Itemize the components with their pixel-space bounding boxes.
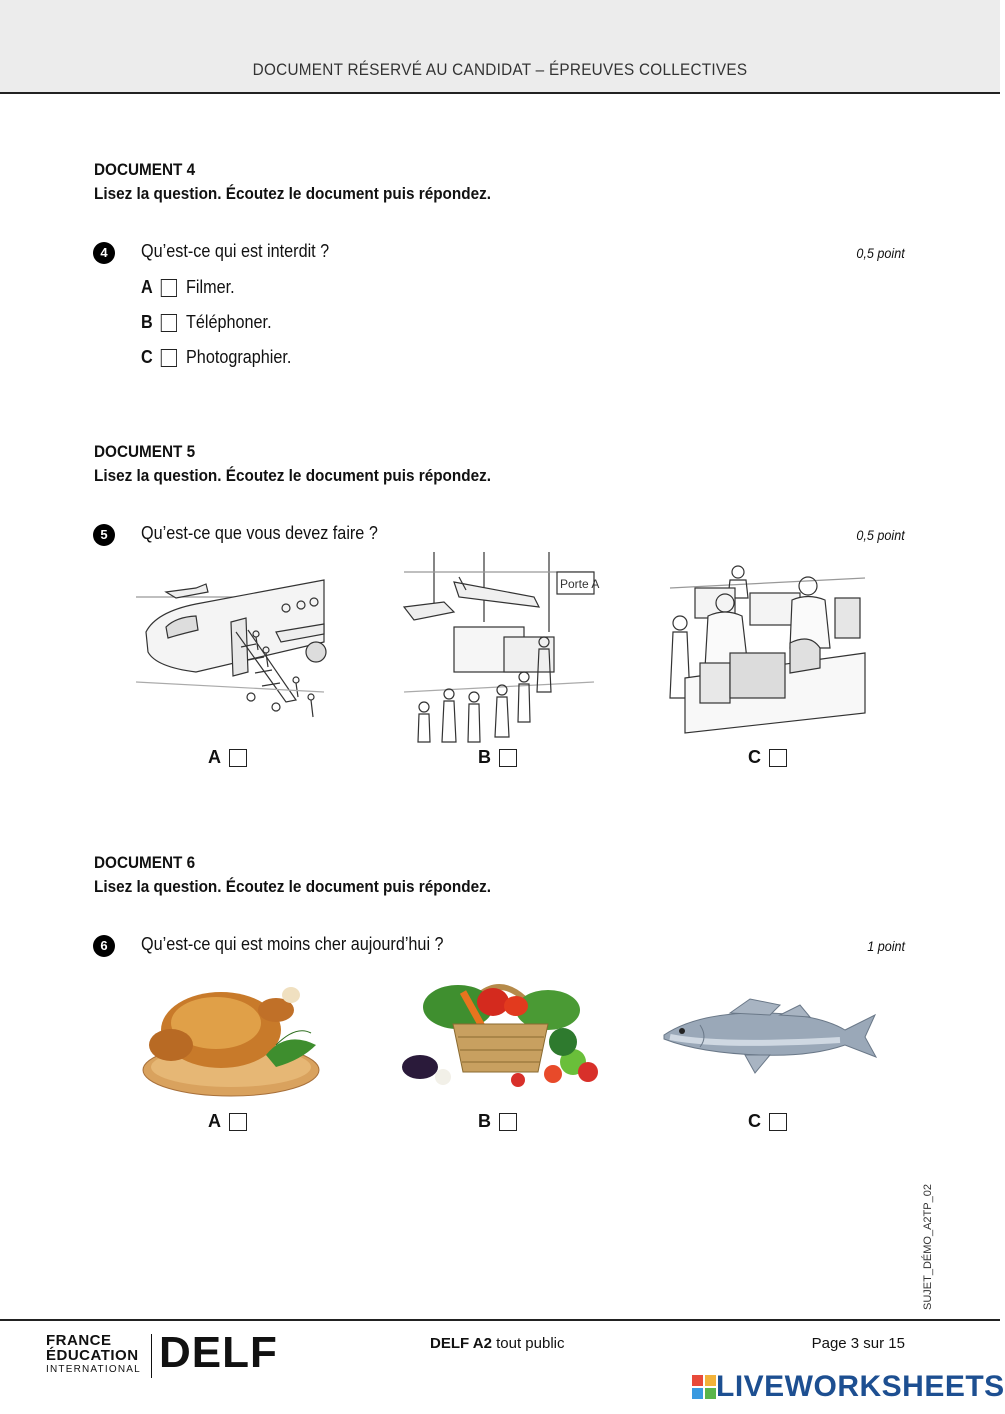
q6-choice-b-checkbox[interactable]	[499, 1113, 517, 1131]
q5-choice-a-checkbox[interactable]	[229, 749, 247, 767]
q5-choice-b-checkbox[interactable]	[499, 749, 517, 767]
doc4-title: DOCUMENT 4	[94, 160, 196, 179]
liveworksheets-text: LIVEWORKSHEETS	[716, 1370, 1005, 1403]
question-4-text: Qu’est-ce qui est interdit ?	[141, 241, 330, 261]
q6-choice-b-letter: B	[478, 1111, 491, 1131]
header-title: DOCUMENT RÉSERVÉ AU CANDIDAT – ÉPREUVES COLLECTIVES	[252, 60, 748, 79]
q4-option-b-text: Téléphoner.	[186, 312, 272, 332]
q4-option-c-letter: C	[141, 347, 153, 367]
question-4-points: 0,5 point	[856, 245, 905, 261]
question-number-5: 5	[93, 524, 115, 546]
doc6-title: DOCUMENT 6	[94, 853, 196, 872]
q4-option-c[interactable]	[141, 347, 291, 368]
q5-choice-a-letter: A	[208, 747, 221, 767]
q5-choice-c-letter: C	[748, 747, 761, 767]
exam-level-bold: DELF A2	[430, 1335, 492, 1352]
q5-choice-c[interactable]	[748, 747, 787, 768]
logo-separator	[151, 1334, 152, 1378]
doc5-instruction: Lisez la question. Écoutez le document puis répondez.	[94, 466, 492, 485]
q6-choice-c[interactable]	[748, 1111, 787, 1132]
logo-line-3: INTERNATIONAL	[46, 1364, 141, 1375]
question-5-points: 0,5 point	[856, 527, 905, 543]
doc4-instruction: Lisez la question. Écoutez le document puis répondez.	[94, 184, 492, 203]
roast-chicken-image	[136, 975, 326, 1100]
liveworksheets-icon	[692, 1375, 716, 1399]
question-6-text: Qu’est-ce qui est moins cher aujourd’hui ?	[141, 934, 444, 954]
q4-option-a[interactable]	[141, 277, 235, 298]
document-code: SUJET_DÉMO_A2TP_02	[922, 1184, 934, 1310]
q6-choice-c-letter: C	[748, 1111, 761, 1131]
vegetable-basket-image	[398, 962, 603, 1092]
q4-option-a-checkbox[interactable]	[161, 279, 177, 297]
delf-logo: DELF	[159, 1328, 278, 1377]
exam-level-rest: tout public	[491, 1335, 565, 1352]
q4-option-c-checkbox[interactable]	[161, 349, 177, 367]
boarding-plane-image	[136, 572, 324, 740]
doc6-instruction: Lisez la question. Écoutez le document puis répondez.	[94, 877, 492, 896]
exam-level	[430, 1335, 565, 1352]
logo-line-2: ÉDUCATION	[46, 1347, 139, 1364]
q5-choice-b[interactable]	[478, 747, 517, 768]
footer-divider	[0, 1319, 1000, 1321]
fish-image	[660, 995, 880, 1080]
check-in-desk-image	[670, 558, 865, 743]
question-number-4: 4	[93, 242, 115, 264]
q4-option-b[interactable]	[141, 312, 272, 333]
q6-choice-a-checkbox[interactable]	[229, 1113, 247, 1131]
q6-choice-c-checkbox[interactable]	[769, 1113, 787, 1131]
q6-choice-a-letter: A	[208, 1111, 221, 1131]
page-header	[0, 0, 1000, 94]
doc5-title: DOCUMENT 5	[94, 442, 196, 461]
q4-option-a-text: Filmer.	[186, 277, 235, 297]
logo-line-1: FRANCE	[46, 1332, 112, 1349]
question-5-text: Qu’est-ce que vous devez faire ?	[141, 523, 378, 543]
page-number: Page 3 sur 15	[811, 1335, 905, 1352]
q4-option-b-checkbox[interactable]	[161, 314, 177, 332]
q5-choice-a[interactable]	[208, 747, 247, 768]
question-6-points: 1 point	[867, 938, 905, 954]
q4-option-c-text: Photographier.	[186, 347, 292, 367]
q6-choice-a[interactable]	[208, 1111, 247, 1132]
q5-choice-b-letter: B	[478, 747, 491, 767]
airport-gate-image	[404, 552, 600, 742]
liveworksheets-watermark	[692, 1370, 1005, 1404]
q4-option-b-letter: B	[141, 312, 153, 332]
q5-choice-c-checkbox[interactable]	[769, 749, 787, 767]
question-number-6: 6	[93, 935, 115, 957]
q6-choice-b[interactable]	[478, 1111, 517, 1132]
q4-option-a-letter: A	[141, 277, 153, 297]
france-education-logo	[46, 1333, 141, 1375]
gate-sign: Porte A	[560, 577, 600, 591]
